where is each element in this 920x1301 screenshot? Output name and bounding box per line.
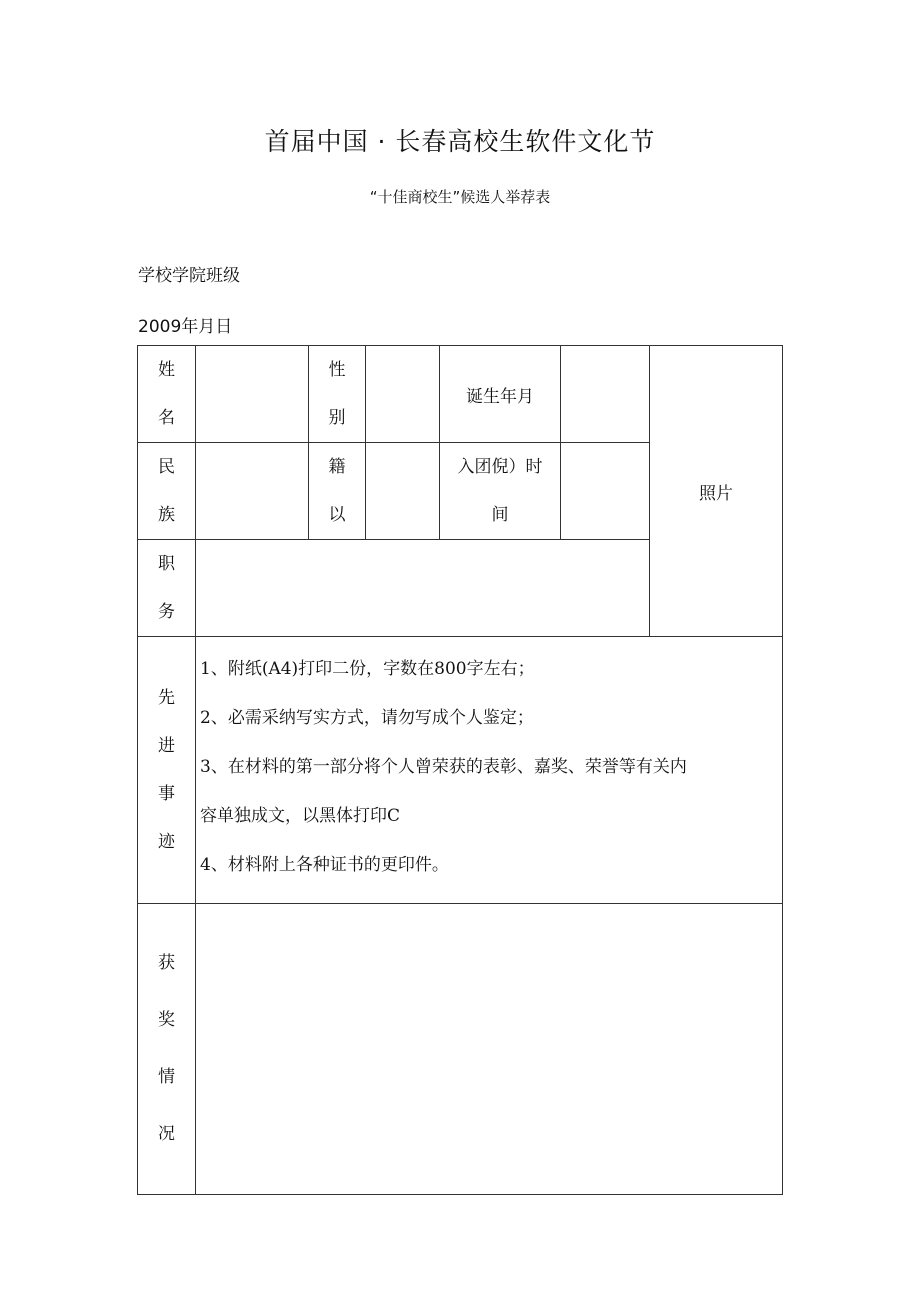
origin-label: 籍 以: [309, 443, 366, 540]
gender-label: 性 别: [309, 346, 366, 443]
deeds-line: 3、在材料的第一部分将个人曾荣获的表彰、嘉奖、荣誉等有关内: [200, 757, 687, 777]
gender-field[interactable]: [366, 346, 440, 443]
photo-box[interactable]: [650, 346, 783, 637]
document-subtitle: “十佳商校生”候选人举荐表: [369, 188, 551, 206]
name-field[interactable]: [196, 346, 309, 443]
origin-field[interactable]: [366, 443, 440, 540]
ethnicity-label: 民 族: [138, 443, 196, 540]
awards-field[interactable]: [196, 904, 783, 1195]
photo-label: 照片: [699, 483, 733, 504]
nomination-form-table: [137, 345, 783, 1195]
awards-label: 获 奖 情 况: [138, 904, 196, 1195]
join-date-label: 入团倪）时 间: [440, 443, 561, 540]
birth-date-label: 诞生年月: [440, 346, 561, 443]
document-title: 首届中国 · 长春高校生软件文化节: [264, 127, 656, 156]
position-field[interactable]: [196, 540, 650, 637]
join-date-field[interactable]: [561, 443, 650, 540]
deeds-line: 4、材料附上各种证书的更印件。: [200, 855, 449, 875]
deeds-line: 容单独成文，以黑体打印C: [200, 806, 401, 826]
deeds-label: 先 进 事 迹: [138, 637, 196, 904]
birth-date-field[interactable]: [561, 346, 650, 443]
ethnicity-field[interactable]: [196, 443, 309, 540]
deeds-line: 2、必需采纳写实方式，请勿写成个人鉴定；: [200, 708, 534, 728]
school-line: 学校学院班级: [138, 266, 240, 286]
date-line: 2009年月日: [138, 317, 233, 337]
deeds-instructions[interactable]: [196, 637, 783, 904]
name-label: 姓 名: [138, 346, 196, 443]
position-label: 职 务: [138, 540, 196, 637]
deeds-line: 1、附纸(A4)打印二份，字数在800字左右；: [200, 659, 535, 679]
